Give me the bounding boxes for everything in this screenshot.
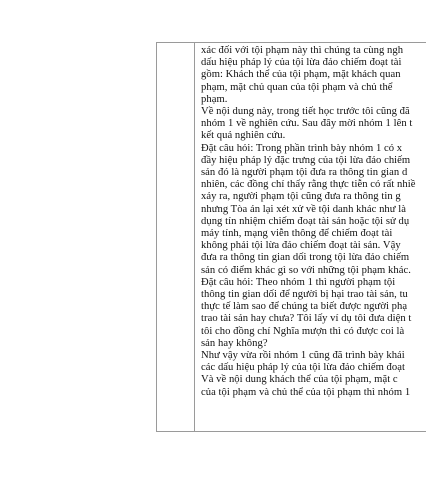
table-column-divider [194,42,195,431]
text-line: Về nội dung này, trong tiết học trước tôi cũng đã [201,106,410,118]
text-line: dấu hiệu pháp lý của tội lừa đảo chiếm đoạt tài [201,57,402,69]
text-line: sản hay không? [201,337,268,349]
text-line: gồm: Khách thể của tội phạm, mặt khách quan [201,69,401,81]
text-line: phạm. [201,93,228,105]
content-cell [201,45,426,399]
text-line: Và về nội dung khách thể của tội phạm, mặt c [201,374,398,386]
text-line: sản đó là người phạm tội đưa ra thông tin gian d [201,167,408,179]
text-line: dụng tín nhiệm chiếm đoạt tài sản hoặc tội sử dụ [201,215,410,227]
text-line: thực tế làm sao để chúng ta biết được người phạ [201,301,408,313]
text-line: các dấu hiệu pháp lý của tội lừa đảo chiếm đoạt [201,362,405,374]
text-line: không phải tội lừa đảo chiếm đoạt tài sản. Vậy [201,240,401,252]
text-line: của tội phạm và chủ thể của tội phạm thì nhóm 1 [201,386,411,398]
text-line: Như vậy vừa rồi nhóm 1 cũng đã trình bày khái [201,350,405,362]
text-line: đưa ra thông tin gian dối trong tội lừa đảo chiếm [201,252,410,264]
text-line: nhiên, các đồng chí thấy rằng thực tiễn có rất nhiề [201,179,416,191]
text-line: kết quả nghiên cứu. [201,130,286,142]
text-line: phạm, mặt chủ quan của tội phạm và chủ thể [201,81,393,93]
text-line: máy tính, mạng viễn thông để chiếm đoạt tài [201,228,393,240]
text-line: nhóm 1 về nghiên cứu. Sau đây mời nhóm 1 lên t [201,118,413,130]
text-line: sản có điểm khác gì so với những tội phạm khác. [201,264,411,276]
text-line: trao tài sản hay chưa? Tôi lấy ví dụ tôi đưa diện t [201,313,412,325]
text-line: xảy ra, người phạm tội cũng đưa ra thông tin g [201,191,401,203]
text-line: xác đối với tội phạm này thì chúng ta cùng ngh [201,45,404,56]
text-line: đầy hiệu pháp lý đặc trưng của tội lừa đảo chiếm [201,154,411,166]
text-line: Đặt câu hỏi: Theo nhóm 1 thì người phạm tội [201,276,396,288]
text-line: Đặt câu hỏi: Trong phần trình bày nhóm 1 có x [201,142,403,154]
text-line: tôi cho đồng chí Nghĩa mượn thì có được coi là [201,325,405,337]
text-line: nhưng Tòa án lại xét xử về tội danh khác như là [201,203,407,215]
text-line: thông tin gian dối để người bị hại trao tài sản, tu [201,289,408,301]
